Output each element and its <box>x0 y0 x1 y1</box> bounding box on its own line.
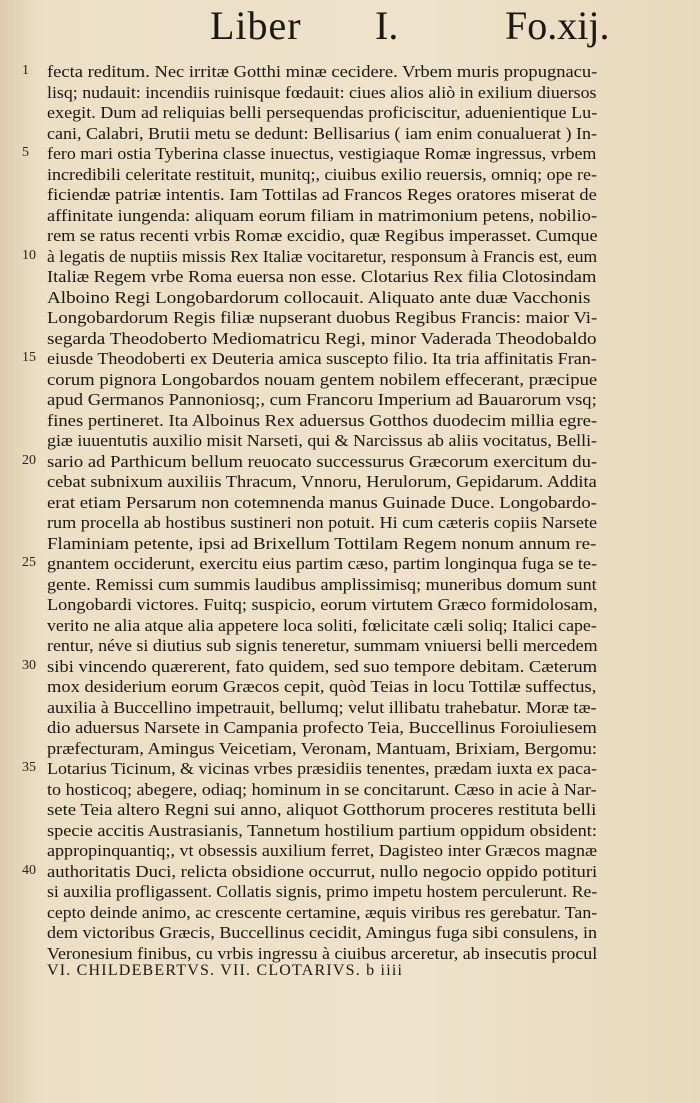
line-number: 30 <box>22 657 36 673</box>
line-text: apud Germanos Pannoniosq;, cum Francoru Imperium ad Bauarorum vsq; <box>47 390 597 409</box>
line-text: Flaminiam petente, ipsi ad Brixellum Tottilam Regem nonum annum re- <box>47 533 597 553</box>
line-text: lisq; nudauit: incendiis ruinisque fœdauit: ciues alios aliò in exilium diuersos <box>47 82 597 102</box>
line-number: 25 <box>22 555 36 570</box>
line-text: specie accitis Austrasianis, Tannetum hostilium partium oppidum obsident: <box>47 820 597 840</box>
line-text: appropinquantiq;, vt obsessis auxilium ferret, Dagisteo inter Græcos magnæ <box>47 841 598 860</box>
line-text: cebat subnixum auxiliis Thracum, Vnnoru, Herulorum, Gepidarum. Addita <box>47 472 597 491</box>
line-number: 35 <box>22 760 36 775</box>
line-number: 15 <box>22 350 36 365</box>
line-text: authoritatis Duci, relicta obsidione occurrut, nullo negocio oppido potituri <box>47 861 598 881</box>
line-text: exegit. Dum ad reliquias belli persequendas proficiscitur, aduenientique Lu- <box>47 103 598 122</box>
header-book-number: I. <box>375 3 399 48</box>
line-text: gnantem occiderunt, exercitu eius partim cæso, partim longinqua fuga se te- <box>47 554 597 573</box>
line-text: Longobardi victores. Fuitq; suspicio, eorum virtutem Græco formidolosam, <box>47 595 598 614</box>
line-text: mox desiderium eorum Græcos cepit, quòd Teias in locu Tottilæ suffectus, <box>47 677 597 696</box>
line-text: Lotarius Ticinum, & vicinas vrbes præsidiis tenentes, prædam iuxta ex paca- <box>47 759 598 778</box>
line-text: to hosticoq; abegere, odiaq; hominum in se concitarunt. Cæso in acie à Nar- <box>47 779 597 799</box>
line-text: Italiæ Regem vrbe Roma euersa non esse. Clotarius Rex filia Clotosindam <box>47 267 597 286</box>
line-text: fines pertineret. Ita Alboinus Rex aduersus Gotthos duodecim millia egre- <box>47 410 598 430</box>
line-text: cani, Calabri, Brutii metu se dedunt: Bellisarius ( iam enim conualuerat ) In- <box>47 123 597 143</box>
line-text: segarda Theodoberto Mediomatricu Regi, minor Vaderada Theodobaldo <box>47 328 597 348</box>
line-text: præfecturam, Amingus Veicetiam, Veronam, Mantuam, Brixiam, Bergomu: <box>47 738 598 758</box>
line-text: fecta reditum. Nec irritæ Gotthi minæ cecidere. Vrbem muris propugnacu- <box>47 62 598 81</box>
footer-signature: VI. CHILDEBERTVS. VII. CLOTARIVS. b iiii <box>47 962 404 979</box>
line-number: 20 <box>22 452 36 468</box>
line-text: Longobardorum Regis filiæ nupserant duobus Regibus Francis: maior Vi- <box>47 308 598 327</box>
line-text: Alboino Regi Longobardorum collocauit. Aliquato ante duæ Vacchonis <box>47 287 591 307</box>
line-text: si auxilia profligassent. Collatis signis, primo impetu hostem perculerunt. Re- <box>47 882 598 901</box>
line-text: sario ad Parthicum bellum reuocato successurus Græcorum exercitum du- <box>47 451 598 471</box>
header-liber: Liber <box>210 3 302 48</box>
line-text: affinitate iungenda: aliquam eorum filiam in matrimonium petens, nobilio- <box>47 205 598 225</box>
line-text: rentur, néve si diutius sub signis teneretur, summam vniuersi belli mercedem <box>47 636 598 655</box>
line-text: erat etiam Persarum non cotemnenda manus Guinade Duce. Longobardo- <box>47 492 597 512</box>
line-text: à legatis de nuptiis missis Rex Italiæ vocitaretur, responsum à Francis est, eum <box>47 246 598 266</box>
line-text: gente. Remissi cum summis laudibus amplissimisq; muneribus domum sunt <box>47 574 597 594</box>
line-text: fero mari ostia Tyberina classe inuectus, vestigiaque Romæ ingressus, vrbem <box>47 144 597 163</box>
page-header <box>0 0 700 52</box>
line-text: rum procella ab hostibus sustineri non potuit. Hi cum cæteris copiis Narsete <box>47 513 598 532</box>
line-text: giæ iuuentutis auxilio misit Narseti, qui & Narcissus ab aliis vocitatus, Belli- <box>47 431 597 450</box>
line-number: 40 <box>22 862 36 878</box>
line-text: cepto deinde animo, ac crescente certamine, æquis viribus res gerebatur. Tan- <box>47 902 598 922</box>
line-text: auxilia à Buccellino impetrauit, bellumq; velut illibatu trahebatur. Moræ tæ- <box>47 697 597 717</box>
line-text: rem se ratus recenti vrbis Romæ excidio, quæ Regibus imperasset. Cumque <box>47 226 598 245</box>
line-number: 1 <box>22 63 29 78</box>
line-text: Veronesium finibus, cu vrbis ingressu à ciuibus arceretur, ab insecutis procul <box>47 943 598 963</box>
line-number: 5 <box>22 145 29 160</box>
line-text: corum pignora Longobardos nouam gentem nobilem effecerant, præcipue <box>47 369 598 389</box>
line-text: sibi vincendo quærerent, fato quidem, sed suo tempore debitam. Cæterum <box>47 656 598 676</box>
line-text: verito ne alia atque alia appetere loca soliti, fœlicitate cæli soliq; Italici cape- <box>47 615 597 635</box>
line-text: eiusde Theodoberti ex Deuteria amica suscepto filio. Ita tria affinitatis Fran- <box>47 349 597 368</box>
line-text: ficiendæ patriæ intentis. Iam Tottilas ad Francos Reges oratores miserat de <box>47 185 597 204</box>
line-text: sete Teia altero Regni sui anno, aliquot Gotthorum proceres restituta belli <box>47 800 597 819</box>
line-text: incredibili celeritate restituit, munitq;, ciuibus exilio reuersis, omniq; ope re- <box>47 164 597 184</box>
line-text: dem victoribus Græcis, Buccellinus cecidit, Amingus fuga sibi consulens, in <box>47 923 598 942</box>
line-number: 10 <box>22 247 36 263</box>
header-folio: Fo.xij. <box>505 3 610 48</box>
line-text: dio aduersus Narsete in Campania profecto Teia, Buccellinus Foroiuliesem <box>47 718 597 737</box>
